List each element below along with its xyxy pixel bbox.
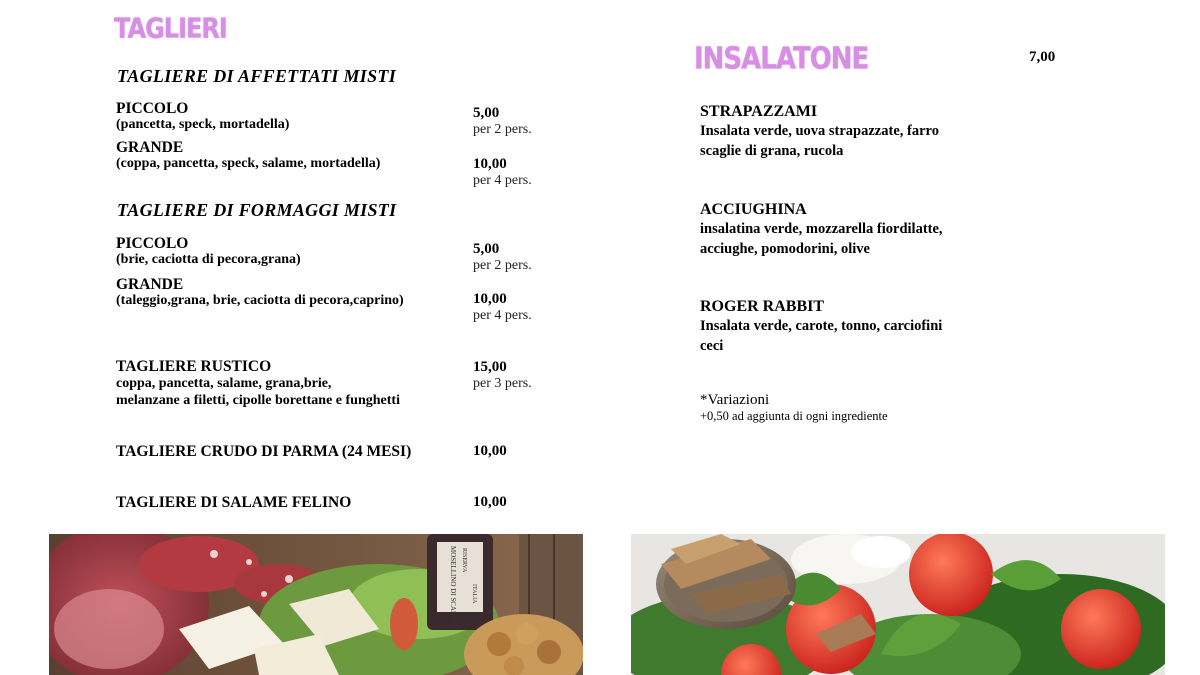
- item-name: PICCOLO: [116, 235, 189, 252]
- item-price: 10,00: [473, 291, 507, 307]
- photo-insalata: [631, 534, 1165, 675]
- variazioni-text: +0,50 ad aggiunta di ogni ingrediente: [700, 409, 888, 423]
- salad-item-roger-rabbit: [700, 298, 942, 356]
- menu-price-affettati-piccolo: [473, 104, 532, 138]
- item-pers: per 4 pers.: [473, 173, 532, 188]
- bottle-label: MOSELLINO DI SCANO: [449, 546, 457, 622]
- menu-price-formaggi-piccolo: [473, 240, 532, 274]
- item-desc-line2: melanzane a filetti, cipolle borettane e funghetti: [116, 393, 400, 408]
- item-desc: (taleggio,grana, brie, caciotta di pecora,caprino): [116, 293, 404, 308]
- item-desc-line2: scaglie di grana, rucola: [700, 143, 844, 159]
- insalata-photo-image: [631, 534, 1165, 675]
- menu-item-crudo: TAGLIERE CRUDO DI PARMA (24 MESI): [116, 443, 412, 460]
- item-name: PICCOLO: [116, 100, 189, 117]
- menu-item-formaggi-grande: [116, 276, 404, 309]
- variazioni-note: [700, 392, 888, 424]
- menu-item-formaggi-piccolo: [116, 235, 301, 268]
- item-name: ACCIUGHINA: [700, 201, 807, 218]
- item-name: GRANDE: [116, 139, 184, 156]
- item-pers: per 2 pers.: [473, 258, 532, 273]
- menu-price-rustico: [473, 358, 532, 392]
- item-pers: per 2 pers.: [473, 122, 532, 137]
- item-desc-line1: Insalata verde, carote, tonno, carciofini: [700, 318, 943, 334]
- item-price: 15,00: [473, 359, 507, 375]
- item-desc-line1: coppa, pancetta, salame, grana,brie,: [116, 376, 332, 391]
- item-name: STRAPAZZAMI: [700, 103, 818, 120]
- bottle-label-3: ITALIA: [471, 584, 477, 604]
- item-desc-line1: Insalata verde, uova strapazzate, farro: [700, 123, 939, 139]
- menu-price-felino: 10,00: [473, 494, 507, 510]
- menu-price-affettati-grande: [473, 155, 532, 189]
- menu-item-affettati-grande: [116, 139, 380, 172]
- menu-item-affettati-piccolo: [116, 100, 289, 133]
- salad-item-acciughina: [700, 201, 943, 259]
- insalatone-title: INSALATONE: [694, 42, 869, 77]
- item-pers: per 3 pers.: [473, 376, 532, 391]
- menu-item-rustico: [116, 358, 400, 409]
- item-name: ROGER RABBIT: [700, 298, 825, 315]
- item-desc-line2: ceci: [700, 338, 724, 354]
- item-name: TAGLIERE RUSTICO: [116, 358, 272, 375]
- item-pers: per 4 pers.: [473, 308, 532, 323]
- item-price: 5,00: [473, 105, 500, 121]
- bottle-label-2: RISERVA: [461, 548, 467, 573]
- taglieri-title: TAGLIERI: [114, 12, 227, 45]
- photo-tagliere: [49, 534, 583, 675]
- affettati-heading: TAGLIERE DI AFFETTATI MISTI: [117, 66, 397, 86]
- item-desc-line1: insalatina verde, mozzarella fiordilatte,: [700, 221, 943, 237]
- salad-item-strapazzami: [700, 103, 939, 161]
- tagliere-photo-image: [49, 534, 583, 675]
- item-desc-line2: acciughe, pomodorini, olive: [700, 241, 870, 257]
- menu-price-crudo: 10,00: [473, 443, 507, 459]
- item-desc: (coppa, pancetta, speck, salame, mortadella): [116, 156, 381, 171]
- insalatone-price: 7,00: [1029, 49, 1056, 65]
- variazioni-title: *Variazioni: [700, 392, 770, 408]
- menu-price-formaggi-grande: [473, 290, 532, 324]
- item-desc: (pancetta, speck, mortadella): [116, 117, 290, 132]
- item-desc: (brie, caciotta di pecora,grana): [116, 252, 301, 267]
- item-price: 5,00: [473, 241, 500, 257]
- menu-item-felino: TAGLIERE DI SALAME FELINO: [116, 494, 352, 511]
- formaggi-heading: TAGLIERE DI FORMAGGI MISTI: [117, 200, 397, 220]
- item-price: 10,00: [473, 156, 507, 172]
- item-name: GRANDE: [116, 276, 184, 293]
